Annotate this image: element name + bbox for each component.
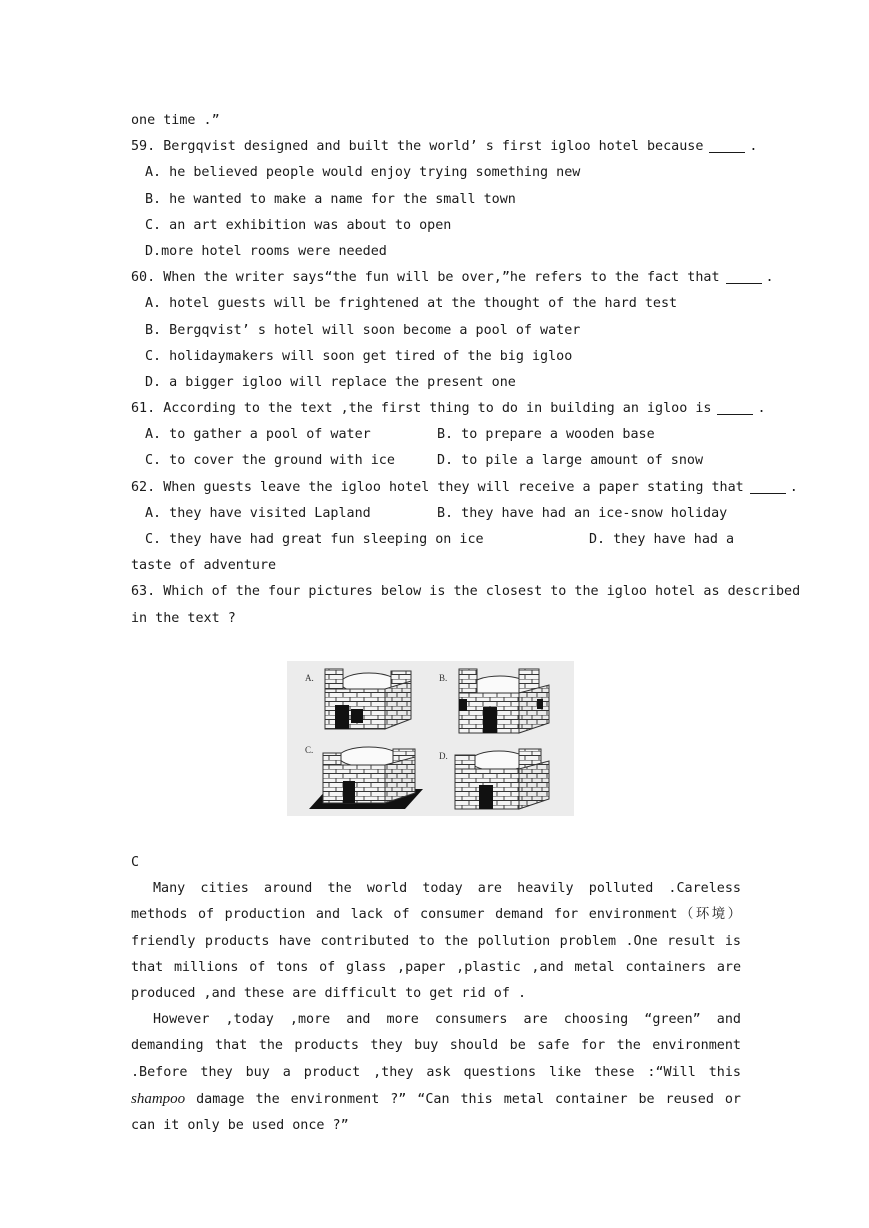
question-62-stem: 62. When guests leave the igloo hotel they will receive a paper stating that . — [131, 479, 798, 495]
option-row — [131, 448, 741, 474]
question-60-stem: 60. When the writer says“the fun will be over,”he refers to the fact that . — [131, 270, 774, 286]
option-60-a: A. hotel guests will be frightened at the thought of the hard test — [145, 296, 678, 312]
option-62-c: C. they have had great fun sleeping on ice — [145, 532, 484, 547]
option-61-a: A. to gather a pool of water — [145, 427, 371, 443]
picture-label-c: C. — [305, 745, 314, 755]
igloo-pictures-figure — [287, 661, 574, 816]
answer-blank — [726, 269, 762, 284]
question-59-stem: 59. Bergqvist designed and built the world’ s first igloo hotel because . — [131, 139, 758, 155]
answer-blank — [750, 479, 786, 494]
picture-label-d: D. — [439, 751, 448, 761]
continued-text: one time .” — [131, 113, 220, 128]
option-62-d-wrap: taste of adventure — [131, 558, 277, 574]
igloo-picture-d — [439, 749, 549, 809]
option-60-c: C. holidaymakers will soon get tired of the big igloo — [145, 348, 573, 364]
option-59-d: D.more hotel rooms were needed — [145, 243, 387, 259]
igloo-picture-c — [305, 745, 423, 809]
answer-blank — [709, 138, 745, 153]
question-block — [131, 108, 801, 632]
section-heading: C — [131, 855, 140, 870]
question-61-stem: 61. According to the text ,the first thing to do in building an igloo is . — [131, 401, 766, 417]
paragraph-1: Many cities around the world today are heavily polluted .Careless methods of production and lack of consumer demand for environment（环境）friendly products have contributed to the pollution problem .One result is that millions of tons of glass ,paper ,plastic ,and metal containers are produced ,and these are difficult to get rid of . — [131, 881, 741, 1001]
option-60-b: B. Bergqvist’ s hotel will soon become a pool of water — [145, 322, 581, 338]
igloo-picture-b — [439, 669, 549, 733]
question-63-stem-line2: in the text ? — [131, 610, 236, 626]
picture-label-b: B. — [439, 673, 448, 683]
igloo-picture-a — [305, 669, 411, 729]
option-62-d: D. they have had a — [589, 532, 735, 547]
section-c — [131, 850, 741, 1139]
question-63-stem-line1: 63. Which of the four pictures below is the closest to the igloo hotel as described — [131, 584, 801, 600]
picture-label-a: A. — [305, 673, 314, 683]
option-row — [131, 527, 741, 553]
option-row — [131, 422, 741, 448]
option-62-a: A. they have visited Lapland — [145, 505, 371, 521]
igloo-drawings — [287, 661, 574, 816]
paragraph-2: However ,today ,more and more consumers are choosing “green” and demanding that the products they buy should be safe for the environment .Before they buy a product ,they ask questions like these :“Will this shampoo damage the environment ?” “Can this metal container be reused or can it only be used once ?” — [131, 1012, 741, 1134]
option-61-d: D. to pile a large amount of snow — [437, 453, 704, 469]
option-61-c: C. to cover the ground with ice — [145, 453, 395, 469]
italic-word: shampoo — [131, 1090, 186, 1107]
option-59-c: C. an art exhibition was about to open — [145, 217, 452, 233]
option-row — [131, 501, 741, 527]
answer-blank — [717, 400, 753, 415]
option-59-b: B. he wanted to make a name for the small town — [145, 191, 516, 207]
option-62-b: B. they have had an ice-snow holiday — [437, 505, 728, 521]
option-60-d: D. a bigger igloo will replace the present one — [145, 374, 516, 390]
option-59-a: A. he believed people would enjoy trying something new — [145, 165, 581, 181]
option-61-b: B. to prepare a wooden base — [437, 427, 655, 443]
